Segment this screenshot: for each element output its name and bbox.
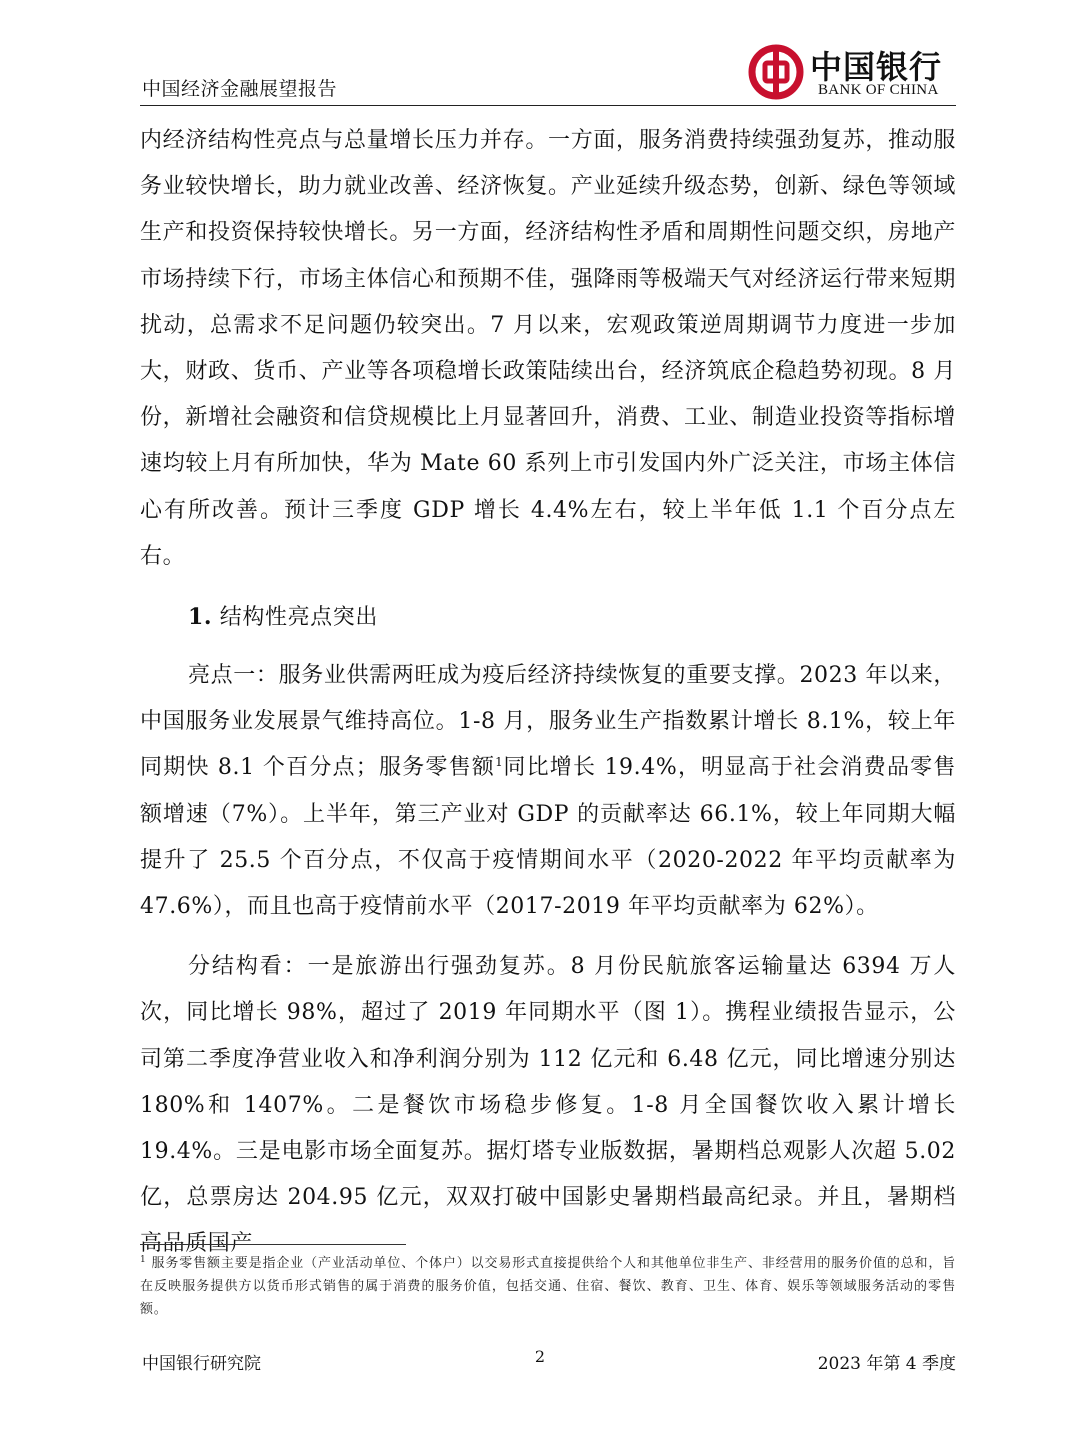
footer-period: 2023 年第 4 季度 [817,1354,956,1374]
paragraph-text: 同比增长 19.4%，明显高于社会消费品零售额增速（7%）。上半年，第三产业对 GDP 的贡献率达 66.1%，较上年同期大幅提升了 25.5 个百分点，不仅高于疫情期间水平（2020-2022 年平均贡献率为 47.6%），而且也高于疫情前水平（2017-2019 年平均贡献率为 62%）。 [140,755,956,920]
footnote-marker: 1 [140,1255,147,1265]
paragraph-text: 据灯塔专业版数据，暑期档总观影人次超 5.02 亿，总票房达 204.95 亿元，双双打破中国影史暑期档最高纪录。并且，暑期档高品质国产 [140,1139,956,1257]
footnote-reference: 1 [495,755,503,770]
footnote [140,1252,956,1321]
paragraph-text: 8 月份民航旅客运输量达 6394 万人次，同比增长 98%，超过了 2019 年同期水平（图 1）。携程业绩报告显示，公司第二季度净营业收入和净利润分别为 112 亿元和 6.48 亿元，同比增速分别达 180%和 1407%。 [140,954,957,1118]
page-number: 2 [534,1347,546,1366]
paragraph-overview: 内经济结构性亮点与总量增长压力并存。一方面，服务消费持续强劲复苏，推动服务业较快增长，助力就业改善、经济恢复。产业延续升级态势，创新、绿色等领域生产和投资保持较快增长。另一方面，经济结构性矛盾和周期性问题交织，房地产市场持续下行，市场主体信心和预期不佳，强降雨等极端天气对经济运行带来短期扰动，总需求不足问题仍较突出。7 月以来，宏观政策逆周期调节力度进一步加大，财政、货币、产业等各项稳增长政策陆续出台，经济筑底企稳趋势初现。8 月份，新增社会融资和信贷规模比上月显著回升，消费、工业、制造业投资等指标增速均较上月有所加快，华为 Mate 60 系列上市引发国内外广泛关注，市场主体信心有所改善。预计三季度 GDP 增长 4.4%左右，较上半年低 1.1 个百分点左右。 [140,128,956,569]
paragraph-structure [140,944,956,1267]
footnote-text: 服务零售额主要是指企业（产业活动单位、个体户）以交易形式直接提供给个人和其他单位非生产、非经营用的服务价值的总和，旨在反映服务提供方以货币形式销售的属于消费的服务价值，包括交通、住宿、餐饮、教育、卫生、体育、娱乐等领域服务活动的零售额。 [140,1256,957,1317]
logo-chinese-name: 中国银行 [810,48,943,86]
report-title: 中国经济金融展望报告 [142,78,338,100]
section-number: 1. [188,604,213,631]
logo-english-name: BANK OF CHINA [818,82,939,98]
paragraph-highlight-one [140,653,956,930]
main-content [140,118,956,1268]
structure-lead-film: 三是电影市场全面复苏。 [235,1139,487,1165]
header-divider [140,105,956,106]
section-heading [140,594,956,641]
paragraph-text: 2023 年以来，中国服务业发展景气维持高位。1-8 月，服务业生产指数累计增长 8.1%，较上年同期快 8.1 个百分点；服务零售额 [140,663,957,781]
footer-institution: 中国银行研究院 [142,1354,261,1374]
paragraph-text: 1-8 月全国餐饮收入累计增长 19.4%。 [140,1092,957,1165]
section-title: 结构性亮点突出 [219,605,378,631]
bank-of-china-emblem-icon [748,44,804,100]
structure-lead-catering: 二是餐饮市场稳步修复。 [352,1092,632,1118]
footnote-divider [140,1244,406,1245]
bank-of-china-logo [748,44,958,102]
structure-lead-tourism: 分结构看：一是旅游出行强劲复苏。 [188,954,571,980]
highlight-lead: 亮点一：服务业供需两旺成为疫后经济持续恢复的重要支撑。 [188,663,800,689]
